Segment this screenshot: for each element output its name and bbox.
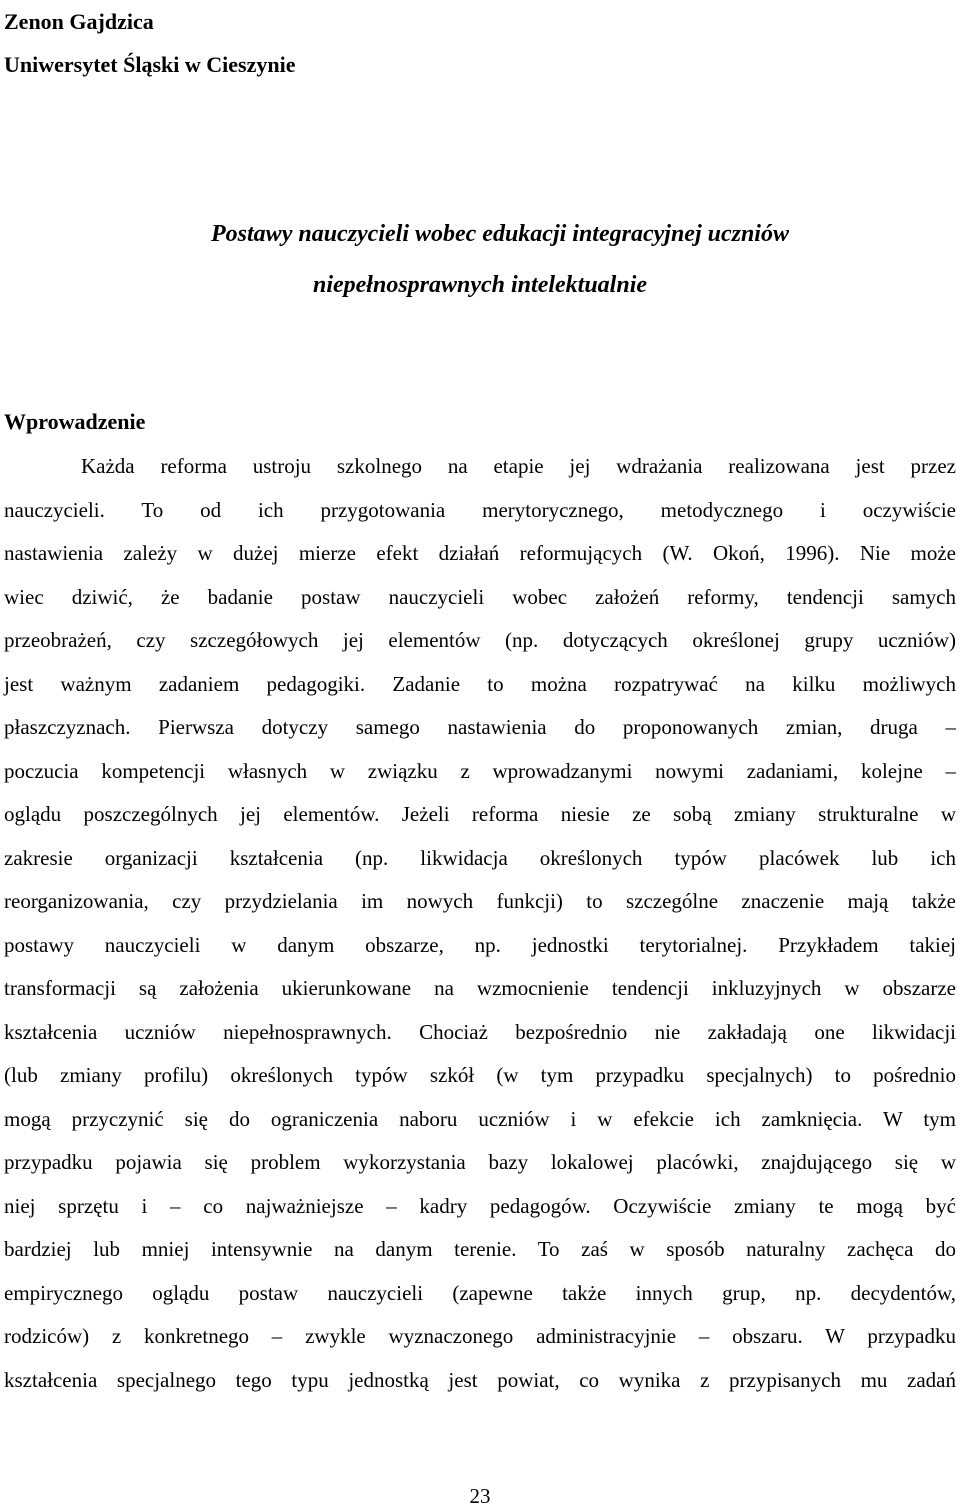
paragraph-line: przypadku pojawia się problem wykorzystania bazy lokalowej placówki, znajdującego się w (4, 1150, 956, 1174)
paragraph-line: oglądu poszczególnych jej elementów. Jeżeli reforma niesie ze sobą zmiany strukturalne w (4, 802, 956, 826)
paragraph-line: niej sprzętu i – co najważniejsze – kadry pedagogów. Oczywiście zmiany te mogą być (4, 1193, 956, 1218)
author-block (4, 0, 295, 86)
paragraph-line: zakresie organizacji kształcenia (np. likwidacja określonych typów placówek lub ich (4, 845, 956, 870)
author-name: Zenon Gajdzica (4, 9, 154, 34)
paragraph-line: postawy nauczycieli w danym obszarze, np. jednostki terytorialnej. Przykładem takiej (4, 932, 956, 957)
section-heading: Wprowadzenie (4, 409, 146, 434)
paragraph-line: empirycznego oglądu postaw nauczycieli (zapewne także innych grup, np. decydentów, (4, 1280, 956, 1305)
paragraph-line: przeobrażeń, czy szczegółowych jej elementów (np. dotyczących określonej grupy uczniów) (4, 628, 956, 652)
author-affiliation: Uniwersytet Śląski w Cieszynie (4, 52, 296, 77)
paragraph-line: kształcenia specjalnego tego typu jednostką jest powiat, co wynika z przypisanych mu zadań (4, 1367, 956, 1392)
paragraph-line: jest ważnym zadaniem pedagogiki. Zadanie to można rozpatrywać na kilku możliwych (4, 671, 956, 696)
paragraph-line: poczucia kompetencji własnych w związku z wprowadzanymi nowymi zadaniami, kolejne – (4, 758, 956, 783)
paragraph-line: nastawienia zależy w dużej mierze efekt działań reformujących (W. Okoń, 1996). Nie może (4, 541, 956, 565)
paragraph-line: transformacji są założenia ukierunkowane na wzmocnienie tendencji inkluzyjnych w obszarze (4, 976, 956, 1000)
article-title-line-2: niepełnosprawnych intelektualnie (312, 272, 648, 298)
paragraph-line: Każda reforma ustroju szkolnego na etapie jej wdrażania realizowana jest przez (81, 454, 956, 478)
paragraph-line: nauczycieli. To od ich przygotowania merytorycznego, metodycznego i oczywiście (4, 497, 956, 522)
paragraph-line: płaszczyznach. Pierwsza dotyczy samego nastawienia do proponowanych zmian, druga – (4, 715, 956, 739)
paragraph-line: reorganizowania, czy przydzielania im nowych funkcji) to szczególne znaczenie mają także (4, 889, 956, 913)
page-number: 23 (469, 1484, 491, 1508)
paragraph-line: wiec dziwić, że badanie postaw nauczycieli wobec założeń reformy, tendencji samych (4, 584, 956, 609)
paragraph-line: mogą przyczynić się do ograniczenia naboru uczniów i w efekcie ich zamknięcia. W tym (4, 1106, 956, 1131)
body-paragraph (4, 445, 956, 1402)
article-title-line-1: Postawy nauczycieli wobec edukacji integracyjnej uczniów (211, 221, 789, 247)
paragraph-line: (lub zmiany profilu) określonych typów szkół (w tym przypadku specjalnych) to pośrednio (4, 1063, 956, 1087)
paragraph-line: rodziców) z konkretnego – zwykle wyznaczonego administracyjnie – obszaru. W przypadku (4, 1324, 956, 1348)
article-title (0, 209, 960, 311)
paragraph-line: bardziej lub mniej intensywnie na danym terenie. To zaś w sposób naturalny zachęca do (4, 1237, 956, 1261)
paragraph-line: kształcenia uczniów niepełnosprawnych. Chociaż bezpośrednio nie zakładają one likwidacji (4, 1019, 956, 1044)
